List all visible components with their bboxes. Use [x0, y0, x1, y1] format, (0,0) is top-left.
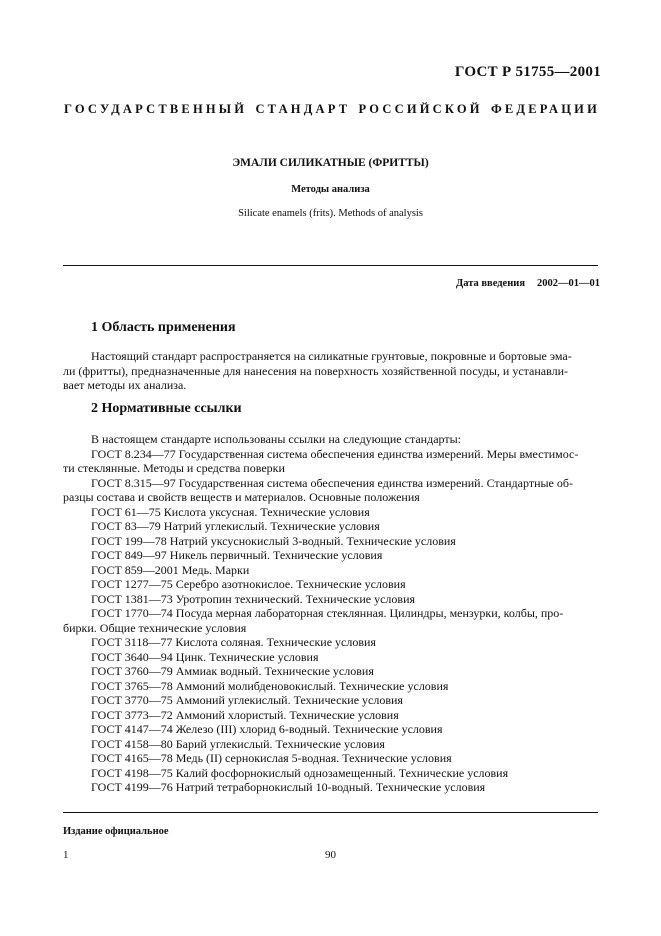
- reference-item-continuation: ти стеклянные. Методы и средства поверки: [63, 461, 285, 475]
- introduction-date: [456, 278, 600, 289]
- scope-paragraph: [63, 349, 598, 393]
- reference-item: ГОСТ 4147—74 Железо (III) хлорид 6-водный. Технические условия: [91, 722, 443, 736]
- reference-item: ГОСТ 4165—78 Медь (II) сернокислая 5-водная. Технические условия: [91, 751, 452, 765]
- reference-item: ГОСТ 1381—73 Уротропин технический. Технические условия: [91, 591, 416, 606]
- edition-label: Издание официальное: [63, 826, 169, 837]
- reference-item: ГОСТ 4198—75 Калий фосфорнокислый однозамещенный. Технические условия: [91, 765, 509, 780]
- reference-item: ГОСТ 3118—77 Кислота соляная. Технические условия: [91, 635, 376, 649]
- reference-item: ГОСТ 1277—75 Серебро азотнокислое. Технические условия: [91, 577, 406, 591]
- introduction-date-label: Дата введения: [456, 278, 525, 289]
- top-divider: [63, 265, 598, 266]
- introduction-date-value: 2002—01—01: [537, 278, 600, 289]
- reference-item-continuation: разцы состава и свойств веществ и материалов. Основные положения: [63, 490, 420, 504]
- reference-item: ГОСТ 83—79 Натрий углекислый. Технические условия: [91, 519, 380, 533]
- reference-item: ГОСТ 859—2001 Медь. Марки: [91, 562, 250, 577]
- reference-item: ГОСТ 61—75 Кислота уксусная. Технические условия: [91, 504, 370, 519]
- page-number: 90: [325, 849, 336, 861]
- document-subtitle: Методы анализа: [291, 184, 370, 195]
- gost-number: ГОСТ Р 51755—2001: [454, 64, 601, 80]
- text-line: Настоящий стандарт распространяется на силикатные грунтовые, покровные и бортовые эма-: [91, 349, 572, 363]
- reference-item: ГОСТ 3640—94 Цинк. Технические условия: [91, 649, 319, 664]
- bottom-divider: [63, 812, 598, 813]
- reference-item: ГОСТ 4199—76 Натрий тетраборнокислый 10-водный. Технические условия: [91, 780, 486, 794]
- reference-item: ГОСТ 3770—75 Аммоний углекислый. Технические условия: [91, 693, 403, 707]
- reference-item: ГОСТ 3773—72 Аммоний хлористый. Технические условия: [91, 707, 399, 722]
- document-title: ЭМАЛИ СИЛИКАТНЫЕ (ФРИТТЫ): [232, 157, 429, 169]
- text-line: вает методы их анализа.: [63, 378, 187, 392]
- document-english-title: Silicate enamels (frits). Methods of analysis: [238, 208, 423, 219]
- reference-item: ГОСТ 1770—74 Посуда мерная лабораторная стеклянная. Цилиндры, мензурки, колбы, про-: [91, 606, 564, 620]
- reference-item: ГОСТ 8.315—97 Государственная система обеспечения единства измерений. Стандартные об-: [91, 475, 573, 490]
- reference-item: ГОСТ 4158—80 Барий углекислый. Технические условия: [91, 736, 385, 751]
- text-line: ли (фритты), предназначенные для нанесения на поверхность хозяйственной посуды, и устанавли-: [63, 363, 569, 378]
- reference-item: ГОСТ 3760—79 Аммиак водный. Технические условия: [91, 664, 374, 678]
- references-list: [63, 432, 598, 795]
- reference-item: ГОСТ 8.234—77 Государственная система обеспечения единства измерений. Меры вместимос-: [91, 446, 579, 461]
- reference-item: ГОСТ 849—97 Никель первичный. Технические условия: [91, 548, 383, 562]
- text-line: В настоящем стандарте использованы ссылки на следующие стандарты:: [91, 432, 462, 446]
- state-standard-header: ГОСУДАРСТВЕННЫЙ СТАНДАРТ РОССИЙСКОЙ ФЕДЕРАЦИИ: [64, 102, 600, 116]
- reference-item: ГОСТ 3765—78 Аммоний молибденовокислый. Технические условия: [91, 678, 449, 693]
- section-heading-scope: 1 Область применения: [91, 320, 236, 335]
- section-heading-references: 2 Нормативные ссылки: [91, 401, 242, 416]
- reference-item: ГОСТ 199—78 Натрий уксуснокислый 3-водный. Технические условия: [91, 533, 456, 548]
- sheet-number: 1: [63, 849, 69, 861]
- reference-item-continuation: бирки. Общие технические условия: [63, 620, 247, 635]
